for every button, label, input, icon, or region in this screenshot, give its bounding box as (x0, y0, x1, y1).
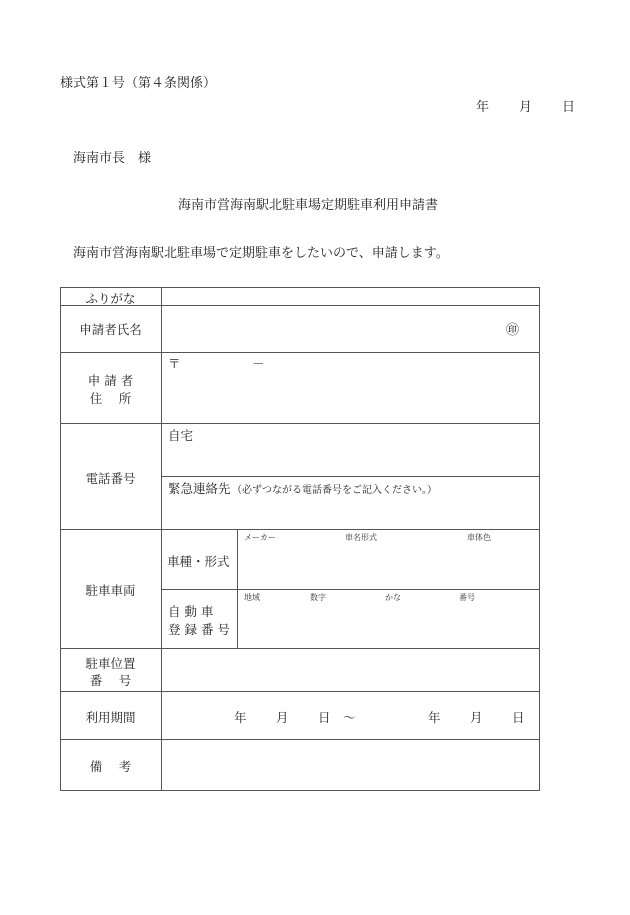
maker-label: メーカー (244, 533, 276, 542)
document-title: 海南市営海南駅北駐車場定期駐車利用申請書 (178, 198, 439, 213)
date-year: 年 (476, 100, 490, 115)
vehicle-label: 駐車車両 (85, 583, 136, 598)
period-start-day: 日 (318, 710, 331, 725)
address-field[interactable] (162, 353, 539, 423)
phone-label: 電話番号 (85, 471, 136, 486)
period-end-month: 月 (470, 710, 483, 725)
address-label-line1: 申 請 者 (87, 373, 134, 388)
address-label-line2: 住 所 (89, 391, 132, 406)
remarks-label: 備 考 (89, 759, 132, 774)
model-label: 車名形式 (345, 533, 377, 542)
registration-label-line2: 登 録 番 号 (168, 622, 230, 637)
kana-label: かな (385, 593, 401, 602)
addressee: 海南市長 様 (73, 151, 152, 166)
phone-emergency-field[interactable] (162, 477, 539, 529)
digits-label: 数字 (310, 593, 326, 602)
period-end-year: 年 (428, 710, 441, 725)
applicant-name-label: 申請者氏名 (79, 322, 142, 337)
vehicle-type-label: 車種・形式 (167, 554, 230, 569)
registration-label-line1: 自 動 車 (168, 604, 214, 619)
furigana-label: ふりがな (85, 291, 136, 306)
date-day: 日 (562, 100, 576, 115)
form-number: 様式第１号（第４条関係） (60, 76, 217, 91)
phone-emergency-note: （必ずつながる電話番号をご記入ください。） (232, 485, 437, 496)
phone-home-label: 自宅 (168, 428, 194, 443)
seal-mark: ㊞ (506, 323, 520, 338)
region-label: 地域 (244, 593, 260, 602)
period-start-year: 年 (234, 710, 247, 725)
usage-period-field[interactable] (162, 692, 539, 739)
furigana-field[interactable] (162, 288, 539, 305)
phone-emergency-label: 緊急連絡先 (168, 481, 231, 496)
date-month: 月 (519, 100, 533, 115)
number-label: 番号 (459, 593, 475, 602)
period-start-month: 月 (276, 710, 289, 725)
phone-home-field[interactable] (162, 424, 539, 476)
parking-position-field[interactable] (162, 649, 539, 691)
parking-position-label-line1: 駐車位置 (85, 656, 136, 671)
intro-text: 海南市営海南駅北駐車場で定期駐車をしたいので、申請します。 (73, 246, 449, 261)
parking-position-label-line2: 番 号 (89, 673, 132, 688)
applicant-name-field[interactable] (162, 306, 539, 352)
usage-period-label: 利用期間 (85, 710, 136, 725)
vehicle-type-field[interactable] (238, 530, 539, 589)
registration-number-field[interactable] (238, 590, 539, 648)
period-tilde: ～ (343, 710, 356, 725)
postal-dash: － (252, 356, 265, 371)
postal-mark: 〒 (168, 356, 181, 371)
color-label: 車体色 (467, 533, 491, 542)
remarks-field[interactable] (162, 740, 539, 790)
period-end-day: 日 (512, 710, 525, 725)
